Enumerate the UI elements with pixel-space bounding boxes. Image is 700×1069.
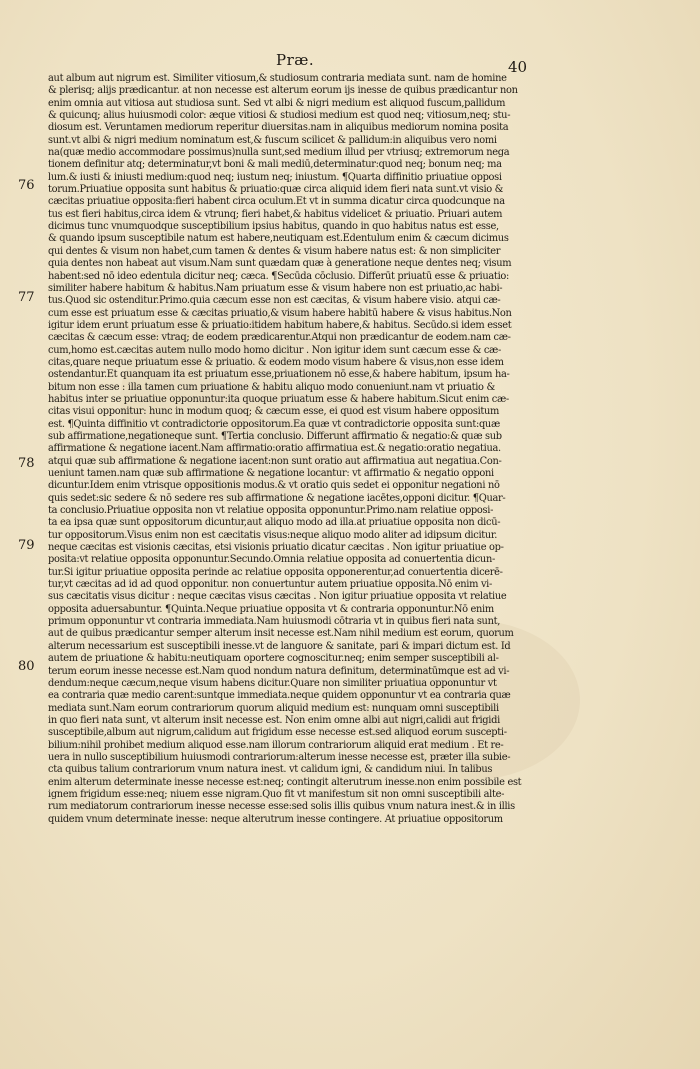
text-line: na(quæ medio accommodare possimus)nulla sunt,sed medium illud per vtriusq; extremorum nega [48, 146, 510, 159]
text-line: autem de priuatione & habitu:neutiquam oportere cognoscitur.neq; enim semper susceptibili al- [48, 652, 499, 665]
text-line: ea contraria quæ medio carent:suntque immediata.neque quidem opponuntur vt ea contraria quæ [48, 689, 511, 702]
margin-number: 78 [18, 456, 35, 471]
text-line: & plerisq; alijs prædicantur. at non necesse est alterum eorum ijs inesse de quibus prædicantur non [48, 84, 518, 97]
margin-number: 77 [18, 290, 35, 305]
text-line: & quicunq; alius huiusmodi color: æque vitiosi & studiosi medium est quod neq; vitiosum,neq; stu- [48, 109, 511, 122]
text-line: est. ¶Quinta diffinitio vt contradictorie oppositorum.Ea quæ vt contradictorie opposita sunt:quæ [48, 417, 500, 430]
text-line: ueniunt tamen.nam quæ sub affirmatione & negatione locantur: vt affirmatio & negatio opponi [48, 467, 494, 479]
text-line: in quo fieri nata sunt, vt alterum insit necesse est. Non enim omne albi aut nigri,calidi aut frigidi [48, 713, 500, 726]
text-line: similiter habere habitum & habitus.Nam priuatum esse & visum habere non est priuatio,ac habi- [48, 281, 503, 294]
text-line: susceptibile,album aut nigrum,calidum aut frigidum esse necesse est.sed aliquod eorum suscepti- [48, 726, 507, 739]
text-line: terum eorum inesse necesse est.Nam quod nondum natura definitum, determinatūmque est ad vi- [48, 664, 510, 677]
text-line: enim omnia aut vitiosa aut studiosa sunt. Sed vt albi & nigri medium est aliquod fuscum,pallidum [48, 96, 506, 109]
text-line: sus cæcitatis visus dicitur : neque cæcitas visus cæcitas . Non igitur priuatiue opposita vt relatiue [48, 590, 507, 603]
text-line: cæcitas & cæcum esse: vtraq; de eodem prædicarentur.Atqui non prædicantur de eodem.nam cæ- [48, 331, 511, 344]
text-line: habitus inter se priuatiue opponuntur:ita quoque priuatum esse & habere habitum.Sicut enim cæ- [48, 392, 509, 405]
text-line: tus.Quod sic ostenditur.Primo.quia cæcum esse non est cæcitas, & visum habere visio. atqui cæ- [48, 294, 501, 307]
text-line: qui dentes & visum non habet,cum tamen & dentes & visum habere natus est: & non simpliciter [48, 244, 501, 257]
margin-number: 79 [18, 538, 35, 553]
text-line: enim alterum determinate inesse necesse est:neq; contingit alterutrum inesse.non enim possibile est [48, 775, 522, 788]
text-line: quia dentes non habeat aut visum.Nam sunt quædam quæ à generatione neque dentes neq; visum [48, 257, 512, 270]
text-line: dicimus tunc vnumquodque susceptibilium ipsius habitus, quando in quo habitus natus est esse, [48, 220, 499, 233]
body-text [48, 72, 558, 825]
text-line: tus est fieri habitus,circa idem & vtrunq; fieri habet,& habitus videlicet & priuatio. Priuari autem [48, 207, 503, 220]
text-line: cta quibus talium contrariorum vnum natura inest. vt calidum igni, & candidum niui. In talibus [48, 763, 493, 776]
text-line: affirmatione & negatione iacent.Nam affirmatio:oratio affirmatiua est.& negatio:oratio negatiua. [48, 442, 501, 455]
text-line: alterum necessarium est susceptibili inesse.vt de languore & sanitate, pari & impari dictum est. Id [48, 639, 511, 652]
text-line: cum esse est priuatum esse & cæcitas priuatio,& visum habere habitū habere & visus habitus.Non [48, 306, 512, 319]
text-line: sunt.vt albi & nigri medium nominatum est,& fuscum scilicet & pallidum:in aliquibus vero nomi [48, 133, 497, 146]
text-line: bilium:nihil prohibet medium aliquod esse.nam illorum contrariorum aliquid erat medium . Et re- [48, 738, 504, 751]
text-line: uera in nullo susceptibilium huiusmodi contrariorum:alterum inesse necesse est, præter illa subie- [48, 750, 511, 763]
text-line: bitum non esse : illa tamen cum priuatione & habitu aliquo modo conueniunt.nam vt priuatio & [48, 380, 495, 393]
text-line: tur.Si igitur priuatiue opposita perinde ac relatiue opposita opponerentur,ad conuertentia dicerē- [48, 565, 503, 578]
text-line: quis sedet:sic sedere & nō sedere res sub affirmatione & negatione iacētes,opponi dicitur. ¶Quar- [48, 491, 506, 504]
text-line: atqui quæ sub affirmatione & negatione iacent:non sunt oratio aut affirmatiua aut negatiua.Con- [48, 454, 502, 467]
text-line: dendum:neque cæcum,neque visum habens dicitur.Quare non similiter priuatiua opponuntur vt [48, 676, 497, 689]
text-line: & quando ipsum susceptibile natum est habere,neutiquam est.Edentulum enim & cæcum dicimus [48, 232, 509, 245]
text-line: lum.& iusti & iniusti medium:quod neq; iustum neq; iniustum. ¶Quarta diffinitio priuatiue opposi [48, 170, 502, 183]
text-line: neque cæcitas est visionis cæcitas, etsi visionis priuatio dicatur cæcitas . Non igitur priuatiue op- [48, 541, 504, 554]
text-line: citas visui opponitur: hunc in modum quoq; & cæcum esse, ei quod est visum habere oppositum [48, 405, 500, 418]
text-line: tur oppositorum.Visus enim non est cæcitatis visus:neque aliquo modo aliter ad idipsum dicitur. [48, 528, 498, 541]
text-line: primum opponuntur vt contraria immediata.Nam huiusmodi cōtraria vt in quibus fieri nata sunt, [48, 615, 501, 628]
text-line: posita:vt relatiue opposita opponuntur.Secundo.Omnia relatiue opposita ad conuertentia dicun- [48, 553, 495, 566]
text-line: mediata sunt.Nam eorum contrariorum quorum aliquid medium est: nunquam omni susceptibili [48, 701, 499, 714]
text-line: tur,vt cæcitas ad id ad quod opponitur. non conuertuntur autem priuatiue opposita.Nō enim vi- [48, 578, 493, 591]
text-line: torum.Priuatiue opposita sunt habitus & priuatio:quæ circa aliquid idem fieri nata sunt.vt visio & [48, 183, 504, 196]
text-line: rum mediatorum contrariorum inesse necesse esse:sed solis illis quibus vnum natura inest.& in illis [48, 800, 515, 813]
text-line: cæcitas priuatiue opposita:fieri habent circa oculum.Et vt in summa dicatur circa quodcunque na [48, 195, 505, 208]
margin-number: 76 [18, 178, 35, 193]
text-line: sub affirmatione,negationeque sunt. ¶Tertia conclusio. Differunt affirmatio & negatio:& quæ sub [48, 429, 502, 442]
text-line: aut album aut nigrum est. Similiter vitiosum,& studiosum contraria mediata sunt. nam de homine [48, 72, 507, 84]
text-line: dicuntur.Idem enim vtrisque oppositionis modus.& vt oratio quis sedet ei opponitur negationi nō [48, 479, 500, 492]
text-line: ta conclusio.Priuatiue opposita non vt relatiue opposita opponuntur.Primo.nam relatiue opposi- [48, 504, 494, 517]
running-title: Præ. [276, 51, 315, 69]
folio-number: 40 [508, 58, 528, 76]
text-line: ignem frigidum esse:neq; niuem esse nigram.Quo fit vt manifestum sit non omni susceptibili alte- [48, 787, 505, 800]
text-line: tionem definitur atq; determinatur,vt boni & mali mediū,determinatur:quod neq; bonum neq; ma [48, 158, 502, 171]
text-line: ta ea ipsa quæ sunt oppositorum dicuntur,aut aliquo modo ad illa.at priuatiue opposita non dicū- [48, 516, 501, 529]
text-line: cum,homo est.cæcitas autem nullo modo homo dicitur . Non igitur idem sunt cæcum esse & cæ- [48, 343, 501, 356]
text-line: citas,quare neque priuatum esse & priuatio. & eodem modo visum habere & visus,non esse idem [48, 355, 504, 368]
text-line: igitur idem erunt priuatum esse & priuatio:itidem habitum habere,& habitus. Secūdo.si idem esset [48, 318, 512, 331]
text-line: diosum est. Veruntamen mediorum reperitur diuersitas.nam in aliquibus mediorum nomina posita [48, 121, 509, 134]
text-line: quidem vnum determinate inesse: neque alterutrum inesse contingere. At priuatiue oppositorum [48, 812, 503, 825]
text-line: aut de quibus prædicantur semper alterum insit necesse est.Nam nihil medium est eorum, quorum [48, 627, 514, 640]
margin-number: 80 [18, 659, 35, 674]
text-line: ostendantur.Et quanquam ita est priuatum esse,priuationem nō esse,& habere habitum, ipsum ha- [48, 368, 510, 381]
text-line: habent:sed nō ideo edentula dicitur neq; cæca. ¶Secūda cōclusio. Differūt priuatū esse & priuatio: [48, 269, 510, 282]
text-line: opposita aduersabuntur. ¶Quinta.Neque priuatiue opposita vt & contraria opponuntur.Nō enim [48, 602, 494, 615]
